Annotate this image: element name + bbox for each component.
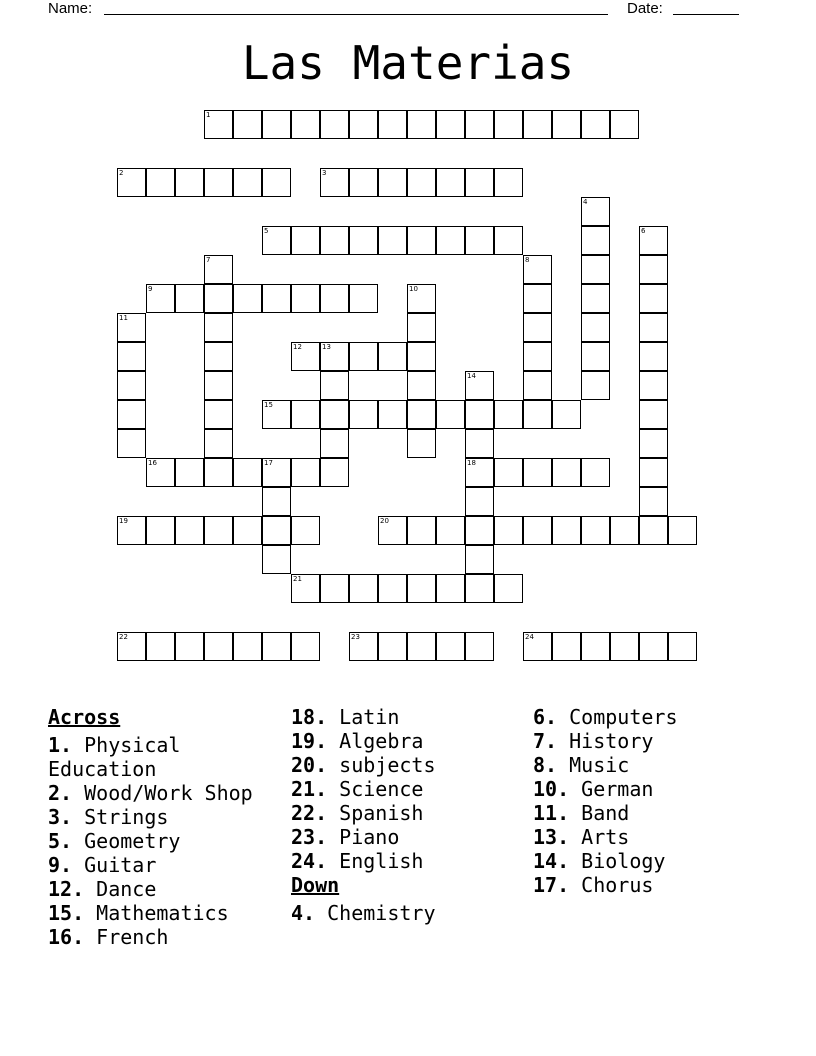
grid-cell[interactable]: [233, 458, 262, 487]
clue-item: [533, 873, 783, 897]
clue-item: [533, 729, 783, 753]
puzzle-title: Las Materias: [241, 36, 575, 90]
grid-cell[interactable]: [581, 255, 610, 284]
clue-item: [48, 853, 278, 877]
grid-cell[interactable]: [494, 110, 523, 139]
grid-cell[interactable]: [117, 342, 146, 371]
grid-cell[interactable]: [639, 400, 668, 429]
cell-number: 19: [119, 517, 128, 525]
grid-cell[interactable]: [610, 516, 639, 545]
grid-cell[interactable]: [175, 284, 204, 313]
clue-number: 12.: [48, 877, 85, 901]
grid-cell[interactable]: [436, 516, 465, 545]
clue-number: 6.: [533, 705, 558, 729]
clue-number: 10.: [533, 777, 570, 801]
grid-cell[interactable]: [175, 516, 204, 545]
grid-cell[interactable]: [378, 168, 407, 197]
grid-cell[interactable]: [465, 574, 494, 603]
grid-cell[interactable]: [262, 632, 291, 661]
clue-item: [48, 877, 278, 901]
clue-item: [291, 849, 521, 873]
grid-cell[interactable]: [523, 284, 552, 313]
cell-number: 20: [380, 517, 389, 525]
grid-cell[interactable]: [378, 574, 407, 603]
grid-cell[interactable]: [349, 168, 378, 197]
grid-cell[interactable]: [407, 110, 436, 139]
grid-cell[interactable]: [233, 284, 262, 313]
clue-number: 11.: [533, 801, 570, 825]
clue-text: Band: [569, 801, 630, 825]
clue-item: [48, 829, 278, 853]
clue-number: 3.: [48, 805, 73, 829]
grid-cell[interactable]: [436, 400, 465, 429]
cell-number: 14: [467, 372, 476, 380]
grid-cell[interactable]: [407, 313, 436, 342]
clue-number: 8.: [533, 753, 558, 777]
clue-text: Chorus: [569, 873, 654, 897]
grid-cell[interactable]: [117, 371, 146, 400]
grid-cell[interactable]: [581, 632, 610, 661]
grid-cell[interactable]: [465, 226, 494, 255]
grid-cell[interactable]: [262, 110, 291, 139]
clue-number: 17.: [533, 873, 570, 897]
section-heading: Across: [48, 705, 121, 729]
grid-cell[interactable]: [378, 632, 407, 661]
grid-cell[interactable]: [407, 429, 436, 458]
grid-cell[interactable]: [639, 458, 668, 487]
grid-cell[interactable]: [204, 284, 233, 313]
grid-cell[interactable]: [407, 226, 436, 255]
grid-cell[interactable]: [146, 516, 175, 545]
grid-cell[interactable]: [378, 342, 407, 371]
grid-cell[interactable]: [581, 458, 610, 487]
grid-cell[interactable]: [291, 110, 320, 139]
clue-item: [291, 901, 521, 925]
grid-cell[interactable]: [639, 487, 668, 516]
grid-cell[interactable]: [233, 168, 262, 197]
grid-cell[interactable]: [378, 226, 407, 255]
date-label: Date:: [627, 0, 663, 17]
grid-cell[interactable]: [262, 516, 291, 545]
clue-item: [533, 753, 783, 777]
clue-number: 14.: [533, 849, 570, 873]
cell-number: 8: [525, 256, 530, 264]
grid-cell[interactable]: [552, 516, 581, 545]
grid-cell[interactable]: [146, 632, 175, 661]
grid-cell[interactable]: [204, 342, 233, 371]
cell-number: 18: [467, 459, 476, 467]
grid-cell[interactable]: [262, 168, 291, 197]
clue-column-3: [533, 705, 783, 897]
cell-number: 3: [322, 169, 327, 177]
grid-cell[interactable]: [639, 516, 668, 545]
section-heading: Down: [291, 873, 340, 897]
cell-number: 9: [148, 285, 153, 293]
clue-text: Arts: [569, 825, 630, 849]
grid-cell[interactable]: [523, 458, 552, 487]
grid-cell[interactable]: [204, 458, 233, 487]
clue-column-2: [291, 705, 521, 925]
cell-number: 23: [351, 633, 360, 641]
grid-cell[interactable]: [494, 226, 523, 255]
cell-number: 17: [264, 459, 273, 467]
grid-cell[interactable]: [349, 574, 378, 603]
grid-cell[interactable]: [639, 632, 668, 661]
clue-text: Mathematics: [84, 901, 229, 925]
grid-cell[interactable]: [291, 400, 320, 429]
clue-item: [48, 901, 278, 925]
grid-cell[interactable]: [262, 545, 291, 574]
grid-cell[interactable]: [581, 284, 610, 313]
grid-cell[interactable]: [523, 400, 552, 429]
grid-cell[interactable]: [523, 313, 552, 342]
cell-number: 10: [409, 285, 418, 293]
grid-cell[interactable]: [320, 429, 349, 458]
clue-number: 16.: [48, 925, 85, 949]
clue-item: [533, 825, 783, 849]
clue-item: [291, 801, 521, 825]
grid-cell[interactable]: [233, 516, 262, 545]
grid-cell[interactable]: [117, 429, 146, 458]
clue-number: 23.: [291, 825, 328, 849]
clue-text: Music: [557, 753, 630, 777]
grid-cell[interactable]: [465, 110, 494, 139]
clue-text: Computers: [557, 705, 678, 729]
clue-text: Piano: [327, 825, 400, 849]
cell-number: 1: [206, 111, 211, 119]
clue-item: [48, 925, 278, 949]
clue-text: Latin: [327, 705, 400, 729]
grid-cell[interactable]: [320, 371, 349, 400]
grid-cell[interactable]: [610, 110, 639, 139]
grid-cell[interactable]: [378, 400, 407, 429]
grid-cell[interactable]: [291, 284, 320, 313]
clue-text: Strings: [72, 805, 169, 829]
clue-number: 19.: [291, 729, 328, 753]
clue-text: Spanish: [327, 801, 424, 825]
clue-number: 9.: [48, 853, 73, 877]
clue-number: 24.: [291, 849, 328, 873]
clue-item: [291, 753, 521, 777]
grid-cell[interactable]: [407, 516, 436, 545]
grid-cell[interactable]: [639, 429, 668, 458]
clue-number: 4.: [291, 901, 316, 925]
clue-text: Physical Education: [48, 733, 181, 781]
grid-cell[interactable]: [291, 632, 320, 661]
clue-number: 2.: [48, 781, 73, 805]
grid-cell[interactable]: [291, 226, 320, 255]
clue-text: Algebra: [327, 729, 424, 753]
grid-cell[interactable]: [581, 371, 610, 400]
grid-cell[interactable]: [320, 458, 349, 487]
clue-text: French: [84, 925, 169, 949]
clue-text: Chemistry: [315, 901, 436, 925]
clue-number: 1.: [48, 733, 73, 757]
grid-cell[interactable]: [552, 458, 581, 487]
clue-item: [533, 705, 783, 729]
clue-item: [533, 849, 783, 873]
clue-item: [291, 729, 521, 753]
clue-item: [533, 801, 783, 825]
grid-cell[interactable]: [349, 110, 378, 139]
grid-cell[interactable]: [668, 516, 697, 545]
grid-cell[interactable]: [639, 371, 668, 400]
cell-number: 16: [148, 459, 157, 467]
grid-cell[interactable]: [349, 284, 378, 313]
grid-cell[interactable]: [581, 342, 610, 371]
clue-number: 5.: [48, 829, 73, 853]
clue-text: Geometry: [72, 829, 181, 853]
cell-number: 7: [206, 256, 211, 264]
cell-number: 12: [293, 343, 302, 351]
grid-cell[interactable]: [407, 168, 436, 197]
clue-number: 20.: [291, 753, 328, 777]
clue-number: 18.: [291, 705, 328, 729]
clue-number: 7.: [533, 729, 558, 753]
grid-cell[interactable]: [581, 313, 610, 342]
grid-cell[interactable]: [204, 429, 233, 458]
clue-number: 13.: [533, 825, 570, 849]
grid-cell[interactable]: [494, 400, 523, 429]
grid-cell[interactable]: [291, 516, 320, 545]
name-label: Name:: [48, 0, 93, 17]
clue-column-1: [48, 705, 278, 949]
grid-cell[interactable]: [494, 516, 523, 545]
grid-cell[interactable]: [320, 110, 349, 139]
grid-cell[interactable]: [233, 632, 262, 661]
cell-number: 11: [119, 314, 128, 322]
grid-cell[interactable]: [552, 110, 581, 139]
grid-cell[interactable]: [523, 371, 552, 400]
clue-text: Guitar: [72, 853, 157, 877]
grid-cell[interactable]: [407, 371, 436, 400]
grid-cell[interactable]: [494, 458, 523, 487]
grid-cell[interactable]: [552, 632, 581, 661]
grid-cell[interactable]: [320, 226, 349, 255]
cell-number: 24: [525, 633, 534, 641]
grid-cell[interactable]: [175, 632, 204, 661]
grid-cell[interactable]: [436, 168, 465, 197]
grid-cell[interactable]: [262, 487, 291, 516]
grid-cell[interactable]: [262, 284, 291, 313]
clue-item: [48, 805, 278, 829]
clue-item: [48, 733, 278, 781]
grid-cell[interactable]: [639, 255, 668, 284]
grid-cell[interactable]: [465, 545, 494, 574]
clue-item: [291, 825, 521, 849]
cell-number: 21: [293, 575, 302, 583]
grid-cell[interactable]: [465, 632, 494, 661]
grid-cell[interactable]: [581, 110, 610, 139]
grid-cell[interactable]: [610, 632, 639, 661]
clue-text: English: [327, 849, 424, 873]
clue-item: [291, 777, 521, 801]
grid-cell[interactable]: [204, 313, 233, 342]
clue-number: 15.: [48, 901, 85, 925]
grid-cell[interactable]: [552, 400, 581, 429]
clue-text: Science: [327, 777, 424, 801]
cell-number: 15: [264, 401, 273, 409]
clue-text: German: [569, 777, 654, 801]
clue-item: [48, 781, 278, 805]
grid-cell[interactable]: [378, 110, 407, 139]
grid-cell[interactable]: [465, 516, 494, 545]
grid-cell[interactable]: [349, 226, 378, 255]
grid-cell[interactable]: [204, 168, 233, 197]
grid-cell[interactable]: [175, 458, 204, 487]
grid-cell[interactable]: [581, 516, 610, 545]
clue-item: [291, 705, 521, 729]
clue-text: Biology: [569, 849, 666, 873]
grid-cell[interactable]: [175, 168, 204, 197]
grid-cell[interactable]: [668, 632, 697, 661]
grid-cell[interactable]: [204, 371, 233, 400]
grid-cell[interactable]: [436, 632, 465, 661]
grid-cell[interactable]: [436, 110, 465, 139]
grid-cell[interactable]: [465, 400, 494, 429]
grid-cell[interactable]: [465, 487, 494, 516]
cell-number: 5: [264, 227, 269, 235]
grid-cell[interactable]: [523, 110, 552, 139]
grid-cell[interactable]: [523, 342, 552, 371]
clue-text: subjects: [327, 753, 436, 777]
grid-cell[interactable]: [436, 574, 465, 603]
grid-cell[interactable]: [320, 400, 349, 429]
grid-cell[interactable]: [407, 400, 436, 429]
grid-cell[interactable]: [494, 168, 523, 197]
cell-number: 6: [641, 227, 646, 235]
grid-cell[interactable]: [436, 226, 465, 255]
grid-cell[interactable]: [146, 168, 175, 197]
grid-cell[interactable]: [407, 632, 436, 661]
grid-cell[interactable]: [291, 458, 320, 487]
grid-cell[interactable]: [465, 168, 494, 197]
cell-number: 4: [583, 198, 588, 206]
grid-cell[interactable]: [320, 284, 349, 313]
grid-cell[interactable]: [233, 110, 262, 139]
clue-text: Wood/Work Shop: [72, 781, 253, 805]
grid-cell[interactable]: [523, 516, 552, 545]
grid-cell[interactable]: [349, 342, 378, 371]
grid-cell[interactable]: [320, 574, 349, 603]
grid-cell[interactable]: [407, 342, 436, 371]
cell-number: 2: [119, 169, 124, 177]
clue-item: [533, 777, 783, 801]
grid-cell[interactable]: [204, 632, 233, 661]
cell-number: 13: [322, 343, 331, 351]
grid-cell[interactable]: [117, 400, 146, 429]
clue-number: 21.: [291, 777, 328, 801]
grid-cell[interactable]: [639, 284, 668, 313]
grid-cell[interactable]: [204, 400, 233, 429]
grid-cell[interactable]: [465, 429, 494, 458]
grid-cell[interactable]: [494, 574, 523, 603]
grid-cell[interactable]: [349, 400, 378, 429]
clue-text: Dance: [84, 877, 157, 901]
grid-cell[interactable]: [581, 226, 610, 255]
cell-number: 22: [119, 633, 128, 641]
grid-cell[interactable]: [204, 516, 233, 545]
clue-number: 22.: [291, 801, 328, 825]
grid-cell[interactable]: [639, 313, 668, 342]
grid-cell[interactable]: [639, 342, 668, 371]
clue-text: History: [557, 729, 654, 753]
grid-cell[interactable]: [407, 574, 436, 603]
